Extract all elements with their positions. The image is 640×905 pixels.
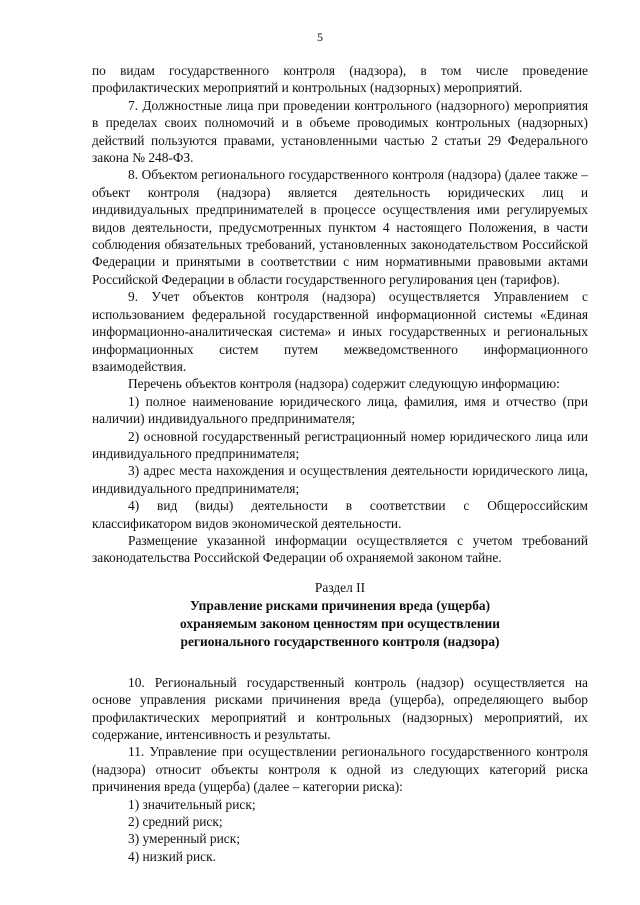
paragraph: 11. Управление при осуществлении регионального государственного контроля (надзора) относит объекты контроля к одной из следующих категорий риска причинения вреда (ущерба) (далее – категории риска): bbox=[92, 744, 588, 795]
section-title-line: охраняемым законом ценностям при осуществлении bbox=[180, 615, 500, 631]
paragraph: 3) умеренный риск; bbox=[128, 831, 240, 847]
paragraph: 1) полное наименование юридического лица, фамилия, имя и отчество (при наличии) индивидуального предпринимателя; bbox=[92, 393, 588, 427]
paragraph: 9. Учет объектов контроля (надзора) осуществляется Управлением с использованием федеральной государственной информационной системы «Единая информационно-аналитическая система» и иных государственных и региональных информационных систем путем межведомственного информационного взаимодействия. bbox=[92, 289, 588, 374]
section-label: Раздел II bbox=[314, 579, 366, 595]
paragraph: 7. Должностные лица при проведении контрольного (надзорного) мероприятия в пределах своих полномочий и в объеме проводимых контрольных (надзорных) действий пользуются правами, установленными частью 2 статьи 29 Федерального закона № 248-ФЗ. bbox=[92, 97, 588, 166]
paragraph: 4) низкий риск. bbox=[128, 848, 216, 864]
paragraph: Перечень объектов контроля (надзора) содержит следующую информацию: bbox=[128, 376, 560, 392]
paragraph: Размещение указанной информации осуществляется с учетом требований законодательства Российской Федерации об охраняемой законом тайне. bbox=[92, 532, 588, 566]
paragraph: 10. Региональный государственный контроль (надзор) осуществляется на основе управления рисками причинения вреда (ущерба), определяющего выбор профилактических мероприятий и контрольных (надзорных) мероприятий, их содержание, интенсивность и результаты. bbox=[92, 674, 588, 742]
section-title bbox=[92, 597, 588, 651]
document-body bbox=[92, 62, 588, 865]
section-title-line: регионального государственного контроля (надзора) bbox=[180, 633, 500, 649]
paragraph: 8. Объектом регионального государственного контроля (надзора) (далее также – объект контроля (надзора) является деятельность юридических лиц и индивидуальных предпринимателей в процессе осуществления ими регулируемых видов деятельности, предусмотренных пунктом 4 настоящего Положения, в части соблюдения обязательных требований, установленных законодательством Российской Федерации и принятыми в соответствии с ним нормативными правовыми актами Российской Федерации в области государственного регулирования цен (тарифов). bbox=[92, 167, 588, 287]
paragraphs-before-section bbox=[92, 62, 588, 567]
paragraphs-after-section bbox=[92, 674, 588, 865]
section-heading bbox=[92, 579, 588, 651]
paragraph: 2) основной государственный регистрационный номер юридического лица или индивидуального предпринимателя; bbox=[92, 428, 588, 461]
paragraph: 4) вид (виды) деятельности в соответствии с Общероссийским классификатором видов экономической деятельности. bbox=[92, 498, 588, 531]
page-number: 5 bbox=[317, 30, 323, 44]
paragraph: по видам государственного контроля (надзора), в том числе проведение профилактических мероприятий и контрольных (надзорных) мероприятий. bbox=[92, 63, 588, 96]
paragraph: 2) средний риск; bbox=[128, 814, 223, 830]
section-title-line: Управление рисками причинения вреда (ущерба) bbox=[189, 597, 491, 613]
paragraph: 3) адрес места нахождения и осуществления деятельности юридического лица, индивидуального предпринимателя; bbox=[92, 463, 588, 496]
paragraph: 1) значительный риск; bbox=[128, 796, 256, 812]
